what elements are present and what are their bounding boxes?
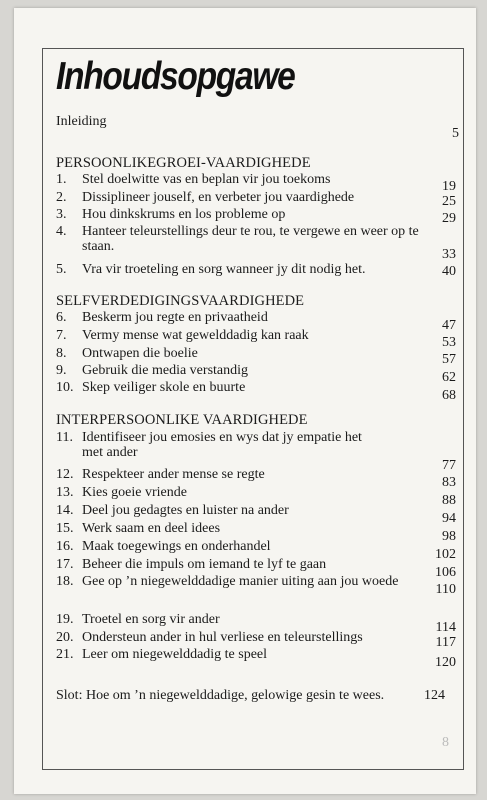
page-title: Inhoudsopgawe: [56, 55, 295, 98]
closing-page: 124: [424, 688, 445, 703]
section-heading: PERSOONLIKEGROEI-VAARDIGHEDE: [56, 155, 311, 171]
corner-page-number: 8: [442, 735, 449, 750]
section-heading: INTERPERSOONLIKE VAARDIGHEDE: [56, 412, 308, 428]
intro-label: Inleiding: [56, 114, 107, 129]
intro-page: 5: [452, 126, 459, 141]
section-heading: SELFVERDEDIGINGSVAARDIGHEDE: [56, 293, 305, 309]
closing-label: Slot: Hoe om ’n niegewelddadige, gelowige gesin te wees.: [56, 688, 385, 703]
